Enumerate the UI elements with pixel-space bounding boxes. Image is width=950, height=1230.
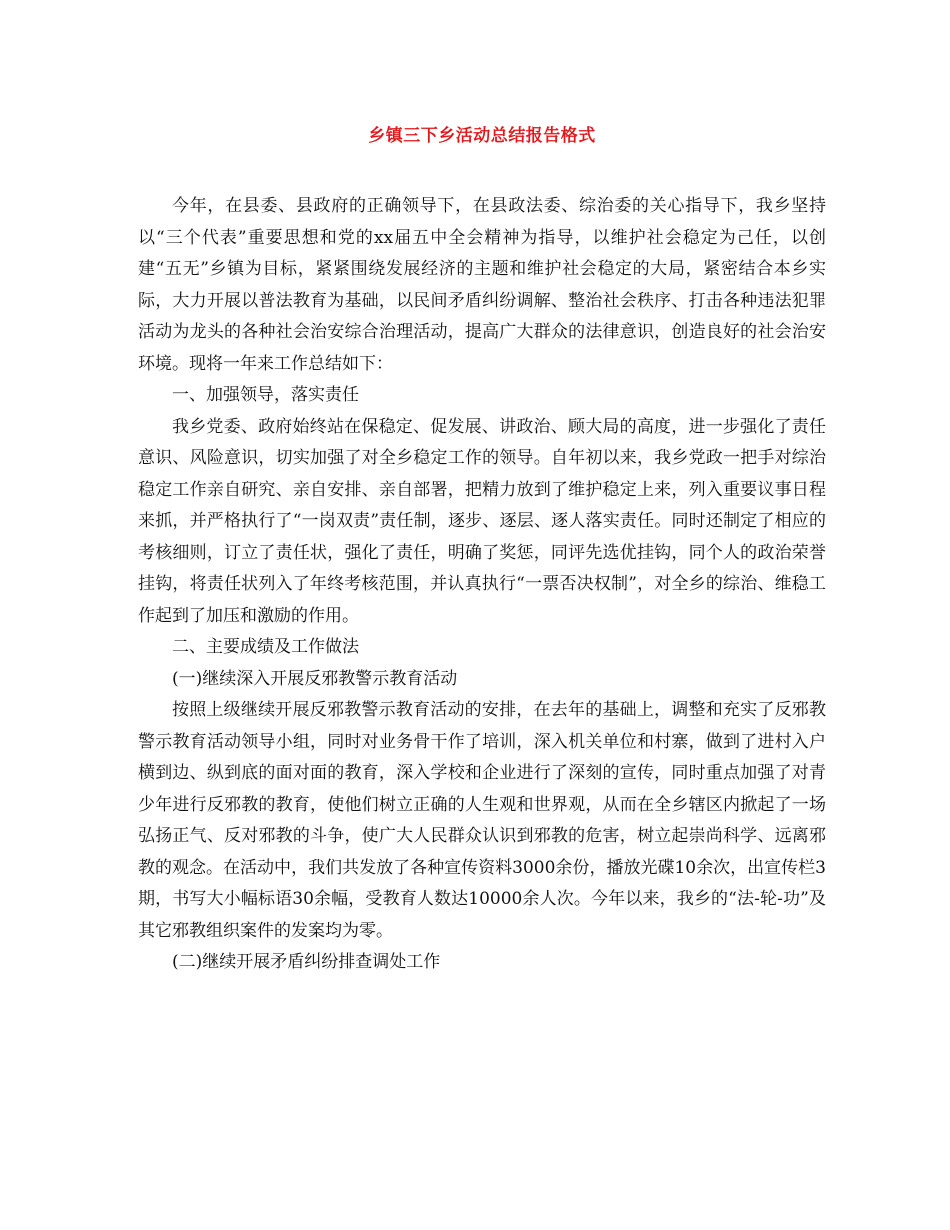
document-title: 乡镇三下乡活动总结报告格式	[368, 126, 596, 146]
section-heading-2: 二、主要成绩及工作做法	[172, 637, 359, 657]
section-heading-1: 一、加强领导，落实责任	[172, 385, 359, 405]
subsection-1-paragraph: 按照上级继续开展反邪教警示教育活动的安排，在去年的基础上，调整和充实了反邪教警示教育活动领导小组，同时对业务骨干作了培训，深入机关单位和村寨，做到了进村入户横到边、纵到底的面对面的教育，深入学校和企业进行了深刻的宣传，同时重点加强了对青少年进行反邪教的教育，使他们树立正确的人生观和世界观，从而在全乡辖区内掀起了一场弘扬正气、反对邪教的斗争，使广大人民群众认识到邪教的危害，树立起崇尚科学、远离邪教的观念。在活动中，我们共发放了各种宣传资料3000余份，播放光碟10余次，出宣传栏3期，书写大小幅标语30余幅，受教育人数达10000余人次。今年以来，我乡的“法-轮-功”及其它邪教组织案件的发案均为零。	[138, 700, 826, 941]
subsection-heading-2: (二)继续开展矛盾纠纷排查调处工作	[172, 952, 441, 972]
section-1-paragraph: 我乡党委、政府始终站在保稳定、促发展、讲政治、顾大局的高度，进一步强化了责任意识、风险意识，切实加强了对全乡稳定工作的领导。自年初以来，我乡党政一把手对综治稳定工作亲自研究、亲自安排、亲自部署，把精力放到了维护稳定上来，列入重要议事日程来抓，并严格执行了“一岗双责”责任制，逐步、逐层、逐人落实责任。同时还制定了相应的考核细则，订立了责任状，强化了责任，明确了奖惩，同评先选优挂钩，同个人的政治荣誉挂钩，将责任状列入了年终考核范围，并认真执行“一票否决权制”，对全乡的综治、维稳工作起到了加压和激励的作用。	[138, 416, 826, 626]
intro-paragraph: 今年，在县委、县政府的正确领导下，在县政法委、综治委的关心指导下，我乡坚持以“三个代表”重要思想和党的xx届五中全会精神为指导，以维护社会稳定为己任，以创建“五无”乡镇为目标，紧紧围绕发展经济的主题和维护社会稳定的大局，紧密结合本乡实际，大力开展以普法教育为基础，以民间矛盾纠纷调解、整治社会秩序、打击各种违法犯罪活动为龙头的各种社会治安综合治理活动，提高广大群众的法律意识，创造良好的社会治安环境。现将一年来工作总结如下：	[138, 196, 826, 374]
document-body	[138, 191, 826, 979]
document-page	[138, 0, 826, 1230]
subsection-heading-1: (一)继续深入开展反邪教警示教育活动	[172, 668, 458, 689]
